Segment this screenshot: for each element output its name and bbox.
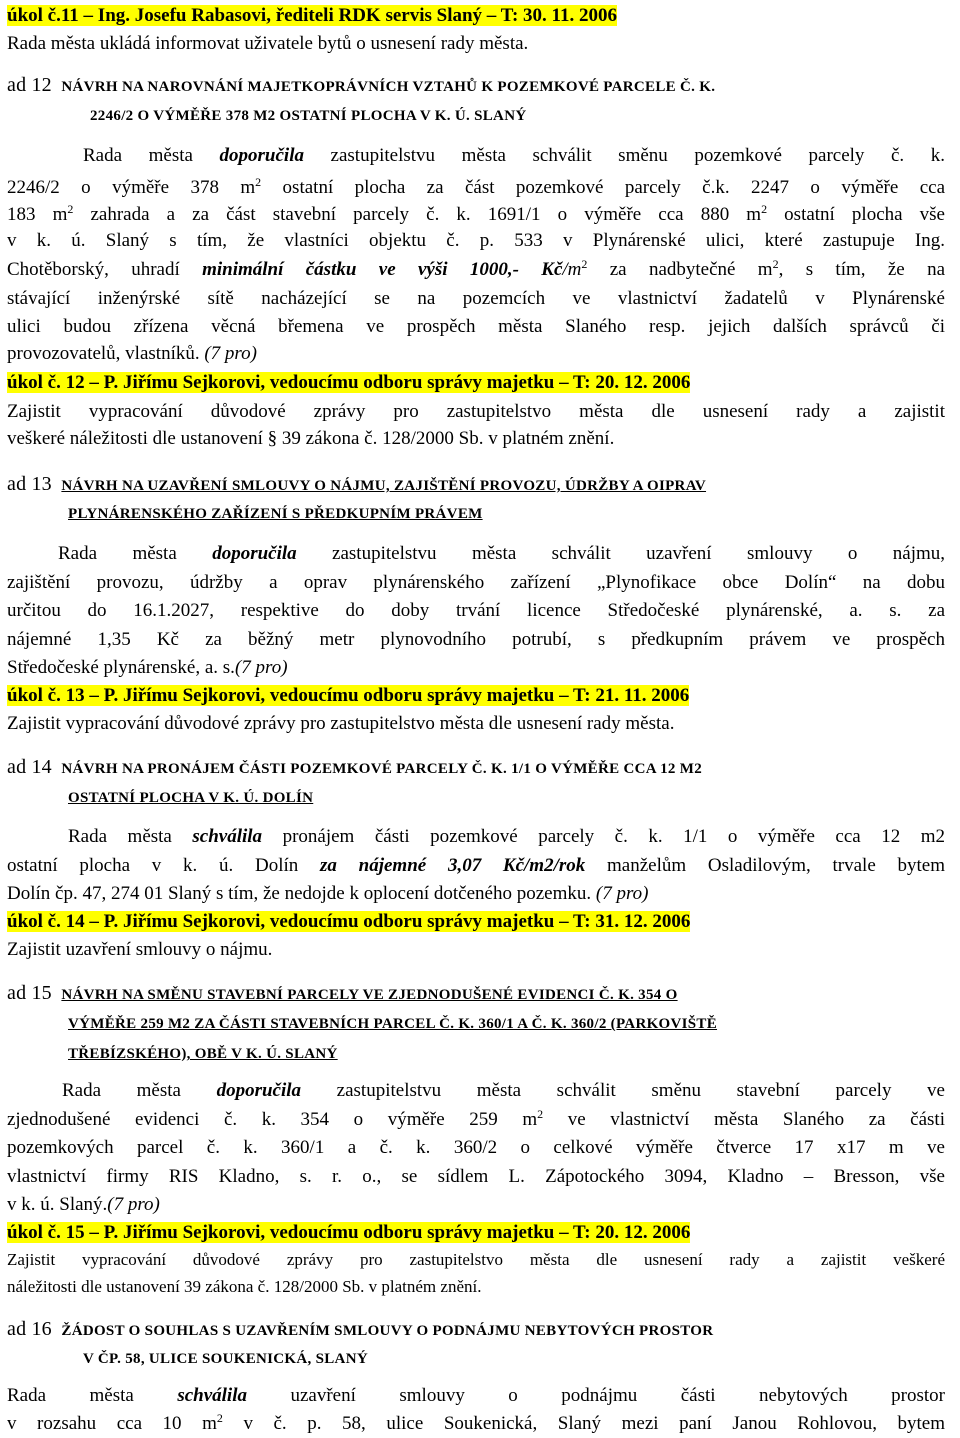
text-span: v k. ú. Slaný.	[7, 1194, 108, 1215]
task-assignment: úkol č. 12 – P. Jiřímu Sejkorovi, vedoucímu odboru správy majetku – T: 20. 12. 2006	[7, 372, 691, 393]
text-span: zastupitelstvu města schválit směnu pozemkové parcely č. k.	[303, 145, 945, 166]
agenda-heading-cont	[68, 1012, 960, 1035]
agenda-title: TŘEBÍZSKÉHO), OBĚ V K. Ú. SLANÝ	[68, 1046, 338, 1062]
agenda-number: ad 12	[7, 74, 52, 96]
resolution-line	[7, 1413, 945, 1435]
agenda-number: ad 13	[7, 473, 52, 495]
text-span: provozovatelů, vlastníků.	[7, 343, 205, 364]
body-text: Rada města ukládá informovat uživatele bytů o usnesení rady města.	[7, 33, 529, 54]
text-span: pronájem části pozemkové parcely č. k. 1/1 o výměře cca 12 m2	[262, 826, 945, 847]
text-span: v č. p. 58, ulice Soukenická, Slaný mezi paní Janou Rohlovou, bytem	[222, 1413, 945, 1434]
agenda-title: V ČP. 58, ULICE SOUKENICKÁ, SLANÝ	[83, 1351, 368, 1367]
agenda-heading-cont	[90, 104, 960, 127]
text-span: zjednodušené evidenci č. k. 354 o výměře 259 m	[7, 1109, 538, 1130]
agenda-heading-cont	[83, 1347, 960, 1370]
superscript: 2	[772, 257, 779, 271]
text-span: Dolín čp. 47, 274 01 Slaný s tím, že nedojde k oplocení dotčeného pozemku.	[7, 883, 596, 904]
task-line	[7, 5, 945, 27]
agenda-title: NÁVRH NA NAROVNÁNÍ MAJETKOPRÁVNÍCH VZTAHŮ K POZEMKOVÉ PARCELE Č. K.	[61, 79, 716, 95]
amount-emphasis: minimální částku ve výši 1000,- Kč	[202, 259, 563, 280]
vote-count: (7 pro)	[234, 657, 288, 678]
task-text: veškeré náležitosti dle ustanovení § 39 zákona č. 128/2000 Sb. v platném znění.	[7, 428, 615, 449]
text-span: /m	[562, 259, 582, 280]
agenda-heading-cont	[68, 502, 960, 525]
agenda-number: ad 16	[7, 1318, 52, 1340]
vote-count: (7 pro)	[204, 343, 257, 364]
resolution-line	[7, 1385, 945, 1407]
task-assignment: úkol č.11 – Ing. Josefu Rabasovi, řediteli RDK servis Slaný – T: 30. 11. 2006	[7, 5, 617, 26]
text-span: zahrada a za část stavební parcely č. k. 1691/1 o výměře cca 880 m	[73, 204, 762, 225]
task-text: náležitosti dle ustanovení 39 zákona č. 128/2000 Sb. v platném znění.	[7, 1277, 482, 1296]
resolution-line	[7, 343, 945, 365]
resolution-verb: doporučila	[216, 1080, 302, 1101]
text-span: uzavření smlouvy o podnájmu části nebytových prostor	[247, 1385, 946, 1406]
agenda-heading	[7, 473, 945, 497]
resolution-verb: doporučila	[219, 145, 304, 166]
text-span: 183 m	[7, 204, 68, 225]
agenda-title: 2246/2 O VÝMĚŘE 378 M2 OSTATNÍ PLOCHA V K. Ú. SLANÝ	[90, 108, 527, 124]
text-span: za nadbytečné m	[587, 259, 773, 280]
resolution-verb: schválila	[192, 826, 263, 847]
task-line	[7, 911, 945, 933]
resolution-verb: schválila	[177, 1385, 247, 1406]
text-span: v rozsahu cca 10 m	[7, 1413, 217, 1434]
task-line	[7, 685, 945, 707]
text-span: Rada města	[58, 543, 213, 564]
task-assignment: úkol č. 14 – P. Jiřímu Sejkorovi, vedoucímu odboru správy majetku – T: 31. 12. 2006	[7, 911, 691, 932]
agenda-heading	[7, 1318, 945, 1342]
resolution-line	[7, 259, 945, 281]
rent-emphasis: za nájemné 3,07 Kč/m2/rok	[320, 855, 586, 876]
agenda-number: ad 15	[7, 982, 52, 1004]
resolution-line: nájemné 1,35 Kč za běžný metr plynovodního potrubí, s předkupním právem ve prospěch	[7, 629, 945, 650]
text-span: Chotěborský, uhradí	[7, 259, 203, 280]
resolution-line: vlastnictví firmy RIS Kladno, s. r. o., se sídlem L. Zápotockého 3094, Kladno – Bresson, vše	[7, 1166, 945, 1187]
agenda-heading	[7, 74, 945, 98]
task-text: Zajistit vypracování důvodové zprávy pro zastupitelstvo města dle usnesení rady a zajistit	[7, 401, 945, 422]
resolution-line: zajištění provozu, údržby a oprav plynárenského zařízení „Plynofikace obce Dolín“ na dobu	[7, 572, 945, 593]
resolution-line	[7, 204, 945, 226]
resolution-line: stávající inženýrské sítě nacházející se na pozemcích ve vlastnictví žadatelů v Plynárenské	[7, 288, 945, 309]
agenda-heading	[7, 982, 945, 1006]
agenda-heading-cont	[68, 786, 960, 809]
text-span: zastupitelstvu města schválit směnu stavební parcely ve	[301, 1080, 945, 1101]
resolution-line: v k. ú. Slaný s tím, že vlastníci objektu č. p. 533 v Plynárenské ulici, které zastupuje Ing.	[7, 230, 945, 251]
agenda-title: NÁVRH NA PRONÁJEM ČÁSTI POZEMKOVÉ PARCELY Č. K. 1/1 O VÝMĚŘE CCA 12 M2	[61, 761, 702, 777]
task-line	[7, 372, 945, 394]
superscript: 2	[581, 257, 588, 271]
task-line	[7, 1222, 945, 1244]
task-text: Zajistit vypracování důvodové zprávy pro zastupitelstvo města dle usnesení rady a zajistit veškeré	[7, 1250, 945, 1269]
superscript: 2	[216, 1411, 223, 1425]
text-span: manželům Osladilovým, trvale bytem	[585, 855, 945, 876]
superscript: 2	[537, 1107, 544, 1121]
text-span: 2246/2 o výměře 378 m	[7, 177, 256, 198]
agenda-heading	[7, 756, 945, 780]
text-span: Středočeské plynárenské, a. s.	[7, 657, 235, 678]
vote-count: (7 pro)	[107, 1194, 160, 1215]
resolution-line	[58, 543, 945, 565]
text-span: ostatní plocha za část pozemkové parcely č.k. 2247 o výměře cca	[261, 177, 946, 198]
superscript: 2	[761, 202, 768, 216]
resolution-line: ulici budou zřízena věcná břemena ve prospěch města Slaného resp. jejich dalších správců či	[7, 316, 945, 337]
agenda-title: OSTATNÍ PLOCHA V K. Ú. DOLÍN	[68, 790, 314, 806]
resolution-line: pozemkových parcel č. k. 360/1 a č. k. 360/2 o celkové výměře čtverce 17 x17 m ve	[7, 1137, 945, 1158]
resolution-line	[7, 855, 945, 877]
agenda-title: PLYNÁRENSKÉHO ZAŘÍZENÍ S PŘEDKUPNÍM PRÁVEM	[68, 506, 483, 522]
resolution-line	[7, 1194, 945, 1216]
text-span: zastupitelstvu města schválit uzavření smlouvy o nájmu,	[296, 543, 946, 564]
agenda-title: VÝMĚŘE 259 M2 ZA ČÁSTI STAVEBNÍCH PARCEL Č. K. 360/1 A Č. K. 360/2 (PARKOVIŠTĚ	[68, 1016, 718, 1032]
resolution-line	[7, 883, 945, 905]
agenda-title: NÁVRH NA SMĚNU STAVEBNÍ PARCELY VE ZJEDNODUŠENÉ EVIDENCI Č. K. 354 O	[61, 987, 678, 1003]
agenda-number: ad 14	[7, 756, 52, 778]
resolution-line: určitou do 16.1.2027, respektive do doby trvání licence Středočeské plynárenské, a. s. za	[7, 600, 945, 621]
resolution-line	[68, 826, 945, 848]
task-text: Zajistit uzavření smlouvy o nájmu.	[7, 939, 273, 960]
text-span: Rada města	[68, 826, 193, 847]
text-span: ostatní plocha v k. ú. Dolín	[7, 855, 321, 876]
text-span: Rada města	[62, 1080, 217, 1101]
text-span: ve vlastnictví města Slaného za části	[543, 1109, 945, 1130]
vote-count: (7 pro)	[595, 883, 649, 904]
superscript: 2	[255, 175, 262, 189]
text-span: ostatní plocha vše	[767, 204, 945, 225]
agenda-title: NÁVRH NA UZAVŘENÍ SMLOUVY O NÁJMU, ZAJIŠTĚNÍ PROVOZU, ÚDRŽBY A OIPRAV	[61, 478, 707, 494]
text-span: Rada města	[83, 145, 220, 166]
resolution-line	[83, 145, 945, 167]
superscript: 2	[67, 202, 74, 216]
text-span: , s tím, že na	[778, 259, 946, 280]
resolution-line	[7, 657, 945, 679]
task-assignment: úkol č. 15 – P. Jiřímu Sejkorovi, vedoucímu odboru správy majetku – T: 20. 12. 2006	[7, 1222, 691, 1243]
task-text: Zajistit vypracování důvodové zprávy pro zastupitelstvo města dle usnesení rady města.	[7, 713, 675, 734]
agenda-title: ŽÁDOST O SOUHLAS S UZAVŘENÍM SMLOUVY O PODNÁJMU NEBYTOVÝCH PROSTOR	[61, 1323, 714, 1339]
resolution-line	[7, 1109, 945, 1131]
task-assignment: úkol č. 13 – P. Jiřímu Sejkorovi, vedoucímu odboru správy majetku – T: 21. 11. 2006	[7, 685, 690, 706]
resolution-line	[7, 177, 945, 199]
agenda-heading-cont	[68, 1042, 960, 1065]
resolution-verb: doporučila	[212, 543, 297, 564]
text-span: Rada města	[7, 1385, 178, 1406]
resolution-line	[62, 1080, 945, 1102]
